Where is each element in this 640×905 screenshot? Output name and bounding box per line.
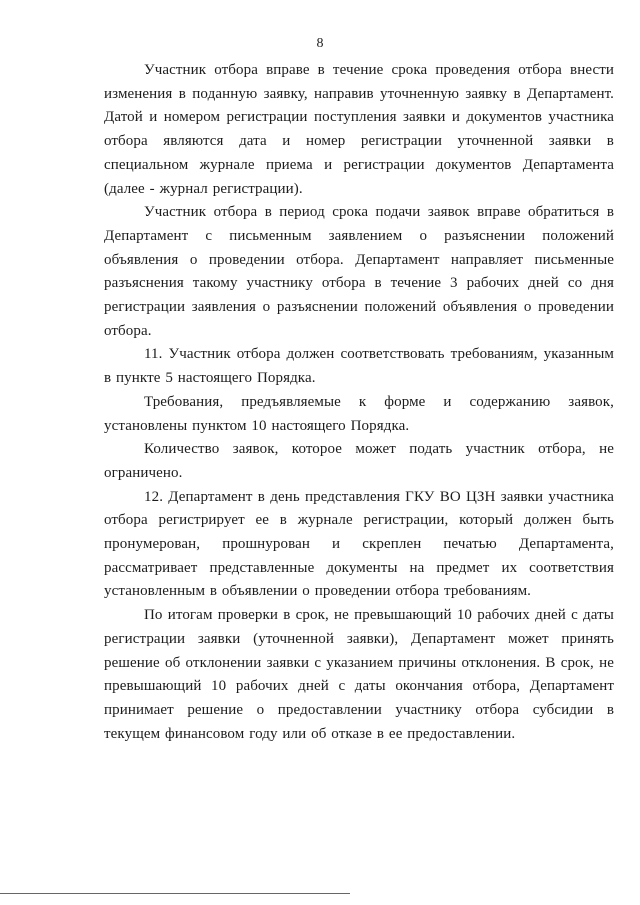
page-number: 8 [316,36,324,51]
paragraph-11-requirements: 11. Участник отбора должен соответствовать требованиям, указанным в пункте 5 настоящего Порядка. [104,346,614,387]
paragraph-application-count: Количество заявок, которое может подать участник отбора, не ограничено. [104,441,614,481]
paragraph-form-requirements: Требования, предъявляемые к форме и содержанию заявок, установлены пунктом 10 настоящего Порядка. [104,393,614,434]
paragraph-amend-application: Участник отбора вправе в течение срока проведения отбора внести изменения в поданную заявку, направив уточненную заявку в Департамент. Датой и номером регистрации поступления заявки и документов участника отбора являются дата и номер регистрации уточненной заявки в специальном журнале приема и регистрации документов Департамента (далее - журнал регистрации). [104,62,614,197]
paragraph-review-decision: По итогам проверки в срок, не превышающий 10 рабочих дней с даты регистрации заявки (уточненной заявки), Департамент может принять решение об отклонении заявки с указанием причины отклонения. В срок, не превышающий 10 рабочих дней с даты окончания отбора, Департамент принимает решение о предоставлении участнику отбора субсидии в текущем финансовом году или об отказе в ее предоставлении. [104,607,614,742]
bottom-divider [0,893,350,894]
document-body [104,59,614,746]
paragraph-12-registration: 12. Департамент в день представления ГКУ ВО ЦЗН заявки участника отбора регистрирует ее в журнале регистрации, который должен быть пронумерован, прошнурован и скреплен печатью Департамента, рассматривает представленные документы на предмет их соответствия установленным в объявлении о проведении отбора требованиям. [104,488,614,600]
paragraph-clarification-request: Участник отбора в период срока подачи заявок вправе обратиться в Департамент с письменным заявлением о разъяснении положений объявления о проведении отбора. Департамент направляет письменные разъяснения такому участнику отбора в течение 3 рабочих дней со дня регистрации заявления о разъяснении положений объявления о проведении отбора. [104,204,614,339]
